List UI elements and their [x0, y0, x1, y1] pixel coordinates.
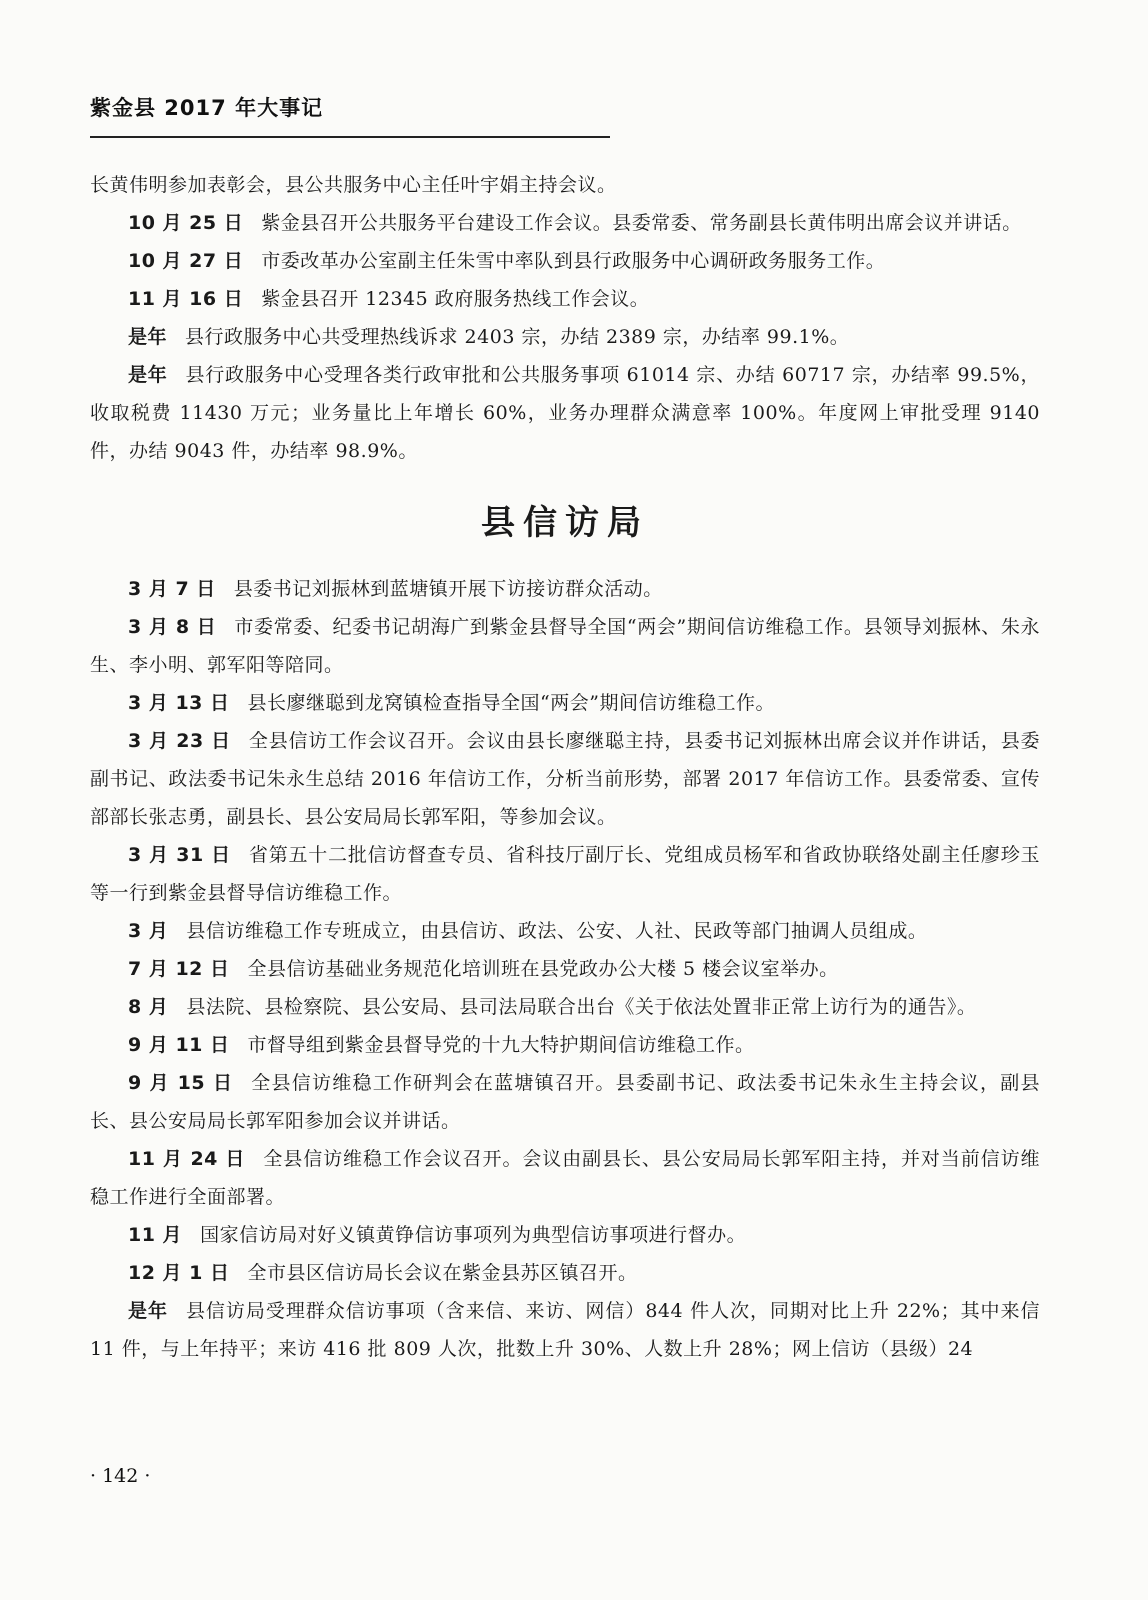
section-title: 县信访局	[481, 503, 649, 543]
entry-text: 市委改革办公室副主任朱雪中率队到县行政服务中心调研政务服务工作。	[261, 250, 886, 272]
entry-paragraph	[90, 570, 1040, 608]
entry-text: 县长廖继聪到龙窝镇检查指导全国“两会”期间信访维稳工作。	[247, 692, 775, 714]
entry-text: 紫金县召开 12345 政府服务热线工作会议。	[261, 288, 650, 310]
section-entries	[90, 570, 1040, 1368]
entry-paragraph	[90, 1216, 1040, 1254]
entry-paragraph	[90, 722, 1040, 836]
entry-text: 县信访维稳工作专班成立，由县信访、政法、公安、人社、民政等部门抽调人员组成。	[186, 920, 928, 942]
entry-text: 紫金县召开公共服务平台建设工作会议。县委常委、常务副县长黄伟明出席会议并讲话。	[261, 212, 1022, 234]
entry-date: 3 月 13 日	[128, 692, 230, 714]
entry-text: 全县信访维稳工作会议召开。会议由副县长、县公安局局长郭军阳主持，并对当前信访维稳工作进行全面部署。	[90, 1148, 1040, 1208]
entry-text: 全县信访工作会议召开。会议由县长廖继聪主持，县委书记刘振林出席会议并作讲话，县委副书记、政法委书记朱永生总结 2016 年信访工作，分析当前形势，部署 2017 年信访工作。县委常委、宣传部部长张志勇，副县长、县公安局局长郭军阳，等参加会议。	[90, 730, 1040, 828]
entry-text: 全市县区信访局长会议在紫金县苏区镇召开。	[247, 1262, 638, 1284]
entry-paragraph	[90, 836, 1040, 912]
entry-paragraph	[90, 684, 1040, 722]
running-head-title: 紫金县 2017 年大事记	[90, 96, 324, 120]
entry-paragraph	[90, 204, 1040, 242]
entry-date: 10 月 25 日	[128, 212, 244, 234]
entry-date: 3 月 8 日	[128, 616, 217, 638]
entry-text: 县信访局受理群众信访事项（含来信、来访、网信）844 件人次，同期对比上升 22%；其中来信 11 件，与上年持平；来访 416 批 809 人次，批数上升 30%、人数上升 28%；网上信访（县级）24	[90, 1300, 1040, 1360]
entry-paragraph	[90, 608, 1040, 684]
entry-paragraph	[90, 950, 1040, 988]
entry-date: 是年	[128, 1300, 168, 1322]
entry-paragraph	[90, 1254, 1040, 1292]
entry-date: 3 月	[128, 920, 169, 942]
entry-date: 是年	[128, 364, 168, 386]
page-number: · 142 ·	[90, 1465, 151, 1487]
entry-paragraph	[90, 1140, 1040, 1216]
entry-text: 市委常委、纪委书记胡海广到紫金县督导全国“两会”期间信访维稳工作。县领导刘振林、朱永生、李小明、郭军阳等陪同。	[90, 616, 1040, 676]
entry-date: 10 月 27 日	[128, 250, 244, 272]
entry-text: 市督导组到紫金县督导党的十九大特护期间信访维稳工作。	[247, 1034, 755, 1056]
entry-date: 3 月 7 日	[128, 578, 216, 600]
entry-date: 7 月 12 日	[128, 958, 230, 980]
entry-date: 11 月	[128, 1224, 183, 1246]
entry-text: 县行政服务中心受理各类行政审批和公共服务事项 61014 宗、办结 60717 宗，办结率 99.5%，收取税费 11430 万元；业务量比上年增长 60%，业务办理群众满意率 100%。年度网上审批受理 9140 件，办结 9043 件，办结率 98.9%。	[90, 364, 1040, 462]
entry-paragraph	[90, 988, 1040, 1026]
entry-date: 8 月	[128, 996, 169, 1018]
entry-paragraph	[90, 318, 1040, 356]
entry-text: 县法院、县检察院、县公安局、县司法局联合出台《关于依法处置非正常上访行为的通告》。	[186, 996, 977, 1018]
entry-text: 省第五十二批信访督查专员、省科技厅副厅长、党组成员杨军和省政协联络处副主任廖珍玉等一行到紫金县督导信访维稳工作。	[90, 844, 1040, 904]
top-entries	[90, 166, 1040, 470]
entry-paragraph	[90, 1026, 1040, 1064]
page-body	[90, 166, 1040, 1368]
entry-text: 长黄伟明参加表彰会，县公共服务中心主任叶宇娟主持会议。	[90, 174, 617, 196]
entry-date: 12 月 1 日	[128, 1262, 230, 1284]
entry-paragraph	[90, 1064, 1040, 1140]
header-rule	[90, 136, 610, 138]
entry-date: 是年	[128, 326, 168, 348]
entry-paragraph	[90, 1292, 1040, 1368]
entry-paragraph	[90, 166, 1040, 204]
entry-text: 全县信访基础业务规范化培训班在县党政办公大楼 5 楼会议室举办。	[247, 958, 839, 980]
entry-paragraph	[90, 912, 1040, 950]
entry-date: 3 月 31 日	[128, 844, 231, 866]
entry-date: 3 月 23 日	[128, 730, 231, 752]
entry-date: 9 月 15 日	[128, 1072, 234, 1094]
entry-date: 11 月 24 日	[128, 1148, 246, 1170]
entry-paragraph	[90, 356, 1040, 470]
entry-date: 11 月 16 日	[128, 288, 244, 310]
entry-text: 全县信访维稳工作研判会在蓝塘镇召开。县委副书记、政法委书记朱永生主持会议，副县长、县公安局局长郭军阳参加会议并讲话。	[90, 1072, 1040, 1132]
entry-paragraph	[90, 280, 1040, 318]
entry-text: 县行政服务中心共受理热线诉求 2403 宗，办结 2389 宗，办结率 99.1%。	[185, 326, 850, 348]
entry-text: 县委书记刘振林到蓝塘镇开展下访接访群众活动。	[233, 578, 663, 600]
entry-text: 国家信访局对好义镇黄铮信访事项列为典型信访事项进行督办。	[200, 1224, 747, 1246]
entry-date: 9 月 11 日	[128, 1034, 230, 1056]
entry-paragraph	[90, 242, 1040, 280]
